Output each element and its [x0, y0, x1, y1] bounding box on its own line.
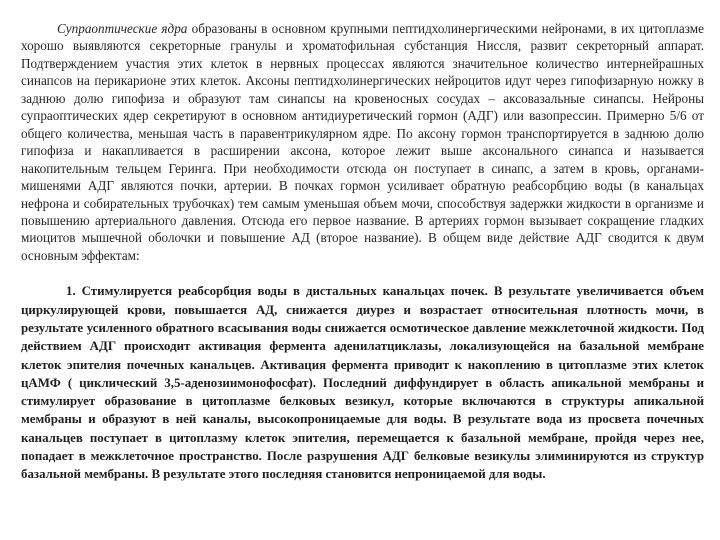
paragraph-lead-term: Супраоптические ядра — [57, 21, 188, 36]
paragraph-effect-1: 1. Стимулируется реабсорбция воды в дистальных канальцах почек. В результате увеличивается объем циркулирующей крови, повышается АД, снижается диурез и возрастает относительная плотность мочи, в результате усиленного обратного всасывания воды снижается осмотическое давление межклеточной жидкости. Под действием АДГ происходит активация фермента аденилатциклазы, локализующейся на базальной мембране клеток эпителия почечных канальцев. Активация фермента приводит к накоплению в цитоплазме этих клеток цАМФ ( циклический 3,5-аденозинмонофосфат). Последний диффундирует в область апикальной мембраны и стимулирует образование в цитоплазме белковых везикул, которые включаются в структуры апикальной мембраны и образуют в ней каналы, высокопроницаемые для воды. В результате вода из просвета почечных канальцев поступает в цитоплазму клеток эпителия, перемещается к базальной мембране, пройдя через нее, попадает в межклеточное пространство. После разрушения АДГ белковые везикулы элиминируются из структур базальной мембраны. В результате этого последняя становится непроницаемой для воды. — [21, 284, 704, 482]
paragraph-supraoptic-nuclei — [21, 20, 704, 264]
paragraph-body-text: образованы в основном крупными пептидхолинергическими нейронами, в их цитоплазме хорошо выявляются секреторные гранулы и хроматофильная субстанция Ниссля, развит секреторный аппарат. Подтверждением участия этих клеток в нервных процессах являются значительное количество интернейрашных синапсов на перикарионе этих клеток. Аксоны пептидхолинергических нейроцитов идут через гипофизарную ножку в заднюю долю гипофиза и образуют там синапсы на кровеносных сосудах – аксовазальные синапсы. Нейроны супраоптических ядер секретируют в основном антидиуретический гормон (АДГ) или вазопрессин. Примерно 5/6 от общего количества, меньшая часть в паравентрикулярном ядре. По аксону гормон транспортируется в заднюю долю гипофиза и накапливается в расширении аксона, которое лежит выше аксонального синапса и называется накопительным тельцем Геринга. При необходимости отсюда он поступает в синапс, а затем в кровь, органами-мишенями АДГ являются почки, артерии. В почках гормон усиливает обратную реабсорбцию воды (в канальцах нефрона и собирательных трубочках) тем самым уменьшая объем мочи, способствуя задержки жидкости в организме и повышению артериального давления. Отсюда его первое название. В артериях гормон вызывает сокращение гладких миоцитов мышечной оболочки и повышение АД (второе название). В общем виде действие АДГ сводится к двум основным эффектам: — [21, 21, 705, 263]
document-page — [21, 20, 704, 484]
